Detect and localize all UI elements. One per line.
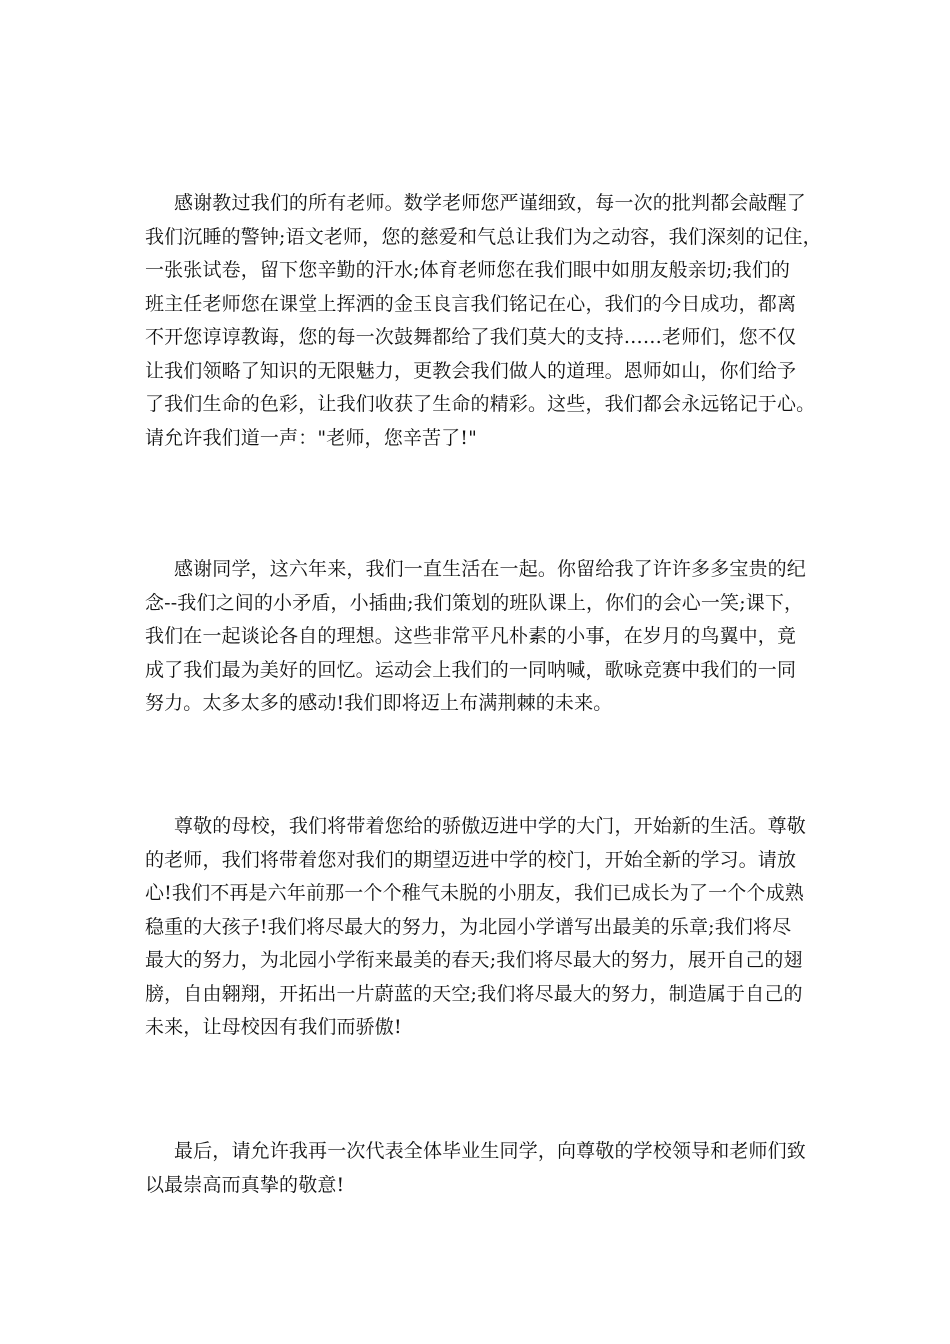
text-line: 的老师，我们将带着您对我们的期望迈进中学的校门，开始全新的学习。请放 bbox=[145, 848, 797, 871]
text-line: 膀，自由翱翔，开拓出一片蔚蓝的天空;我们将尽最大的努力，制造属于自己的 bbox=[145, 982, 803, 1005]
text-line: 不开您谆谆教诲，您的每一次鼓舞都给了我们莫大的支持……老师们，您不仅 bbox=[145, 326, 797, 348]
text-line: 成了我们最为美好的回忆。运动会上我们的一同呐喊，歌咏竞赛中我们的一同 bbox=[145, 658, 797, 681]
text-line: 稳重的大孩子!我们将尽最大的努力，为北园小学谱写出最美的乐章;我们将尽 bbox=[145, 915, 792, 938]
paragraph-to-school bbox=[145, 810, 815, 1045]
text-line: 班主任老师您在课堂上挥洒的金玉良言我们铭记在心，我们的今日成功，都离 bbox=[145, 292, 797, 315]
text-line: 最后，请允许我再一次代表全体毕业生同学，向尊敬的学校领导和老师们致 bbox=[174, 1140, 806, 1162]
paragraph-closing bbox=[145, 1135, 815, 1202]
text-line: 一张张试卷，留下您辛勤的汗水;体育老师您在我们眼中如朋友般亲切;我们的 bbox=[145, 259, 791, 281]
text-line: 我们沉睡的警钟;语文老师，您的慈爱和气总让我们为之动容，我们深刻的记住， bbox=[145, 225, 822, 248]
text-line: 尊敬的母校，我们将带着您给的骄傲迈进中学的大门，开始新的生活。尊敬 bbox=[174, 815, 806, 837]
text-line: 心!我们不再是六年前那一个个稚气未脱的小朋友，我们已成长为了一个个成熟 bbox=[145, 882, 804, 904]
text-line: 以最崇高而真挚的敬意! bbox=[145, 1173, 345, 1196]
text-line: 努力。太多太多的感动!我们即将迈上布满荆棘的未来。 bbox=[145, 692, 613, 714]
text-line: 请允许我们道一声："老师，您辛苦了!" bbox=[145, 426, 477, 449]
paragraph-thanks-classmates bbox=[145, 553, 815, 721]
text-line: 感谢教过我们的所有老师。数学老师您严谨细致，每一次的批判都会敲醒了 bbox=[174, 192, 806, 214]
text-line: 让我们领略了知识的无限魅力，更教会我们做人的道理。恩师如山，你们给予 bbox=[145, 359, 797, 382]
text-line: 最大的努力，为北园小学衔来最美的春天;我们将尽最大的努力，展开自己的翅 bbox=[145, 949, 803, 971]
text-line: 念--我们之间的小矛盾，小插曲;我们策划的班队课上，你们的会心一笑;课下， bbox=[145, 591, 804, 614]
text-line: 感谢同学，这六年来，我们一直生活在一起。你留给我了许许多多宝贵的纪 bbox=[174, 558, 806, 580]
text-line: 了我们生命的色彩，让我们收获了生命的精彩。这些，我们都会永远铭记于心。 bbox=[145, 393, 816, 415]
paragraph-thanks-teachers bbox=[145, 187, 822, 455]
text-line: 我们在一起谈论各自的理想。这些非常平凡朴素的小事，在岁月的鸟翼中，竟 bbox=[145, 625, 797, 647]
text-line: 未来，让母校因有我们而骄傲! bbox=[145, 1016, 402, 1038]
